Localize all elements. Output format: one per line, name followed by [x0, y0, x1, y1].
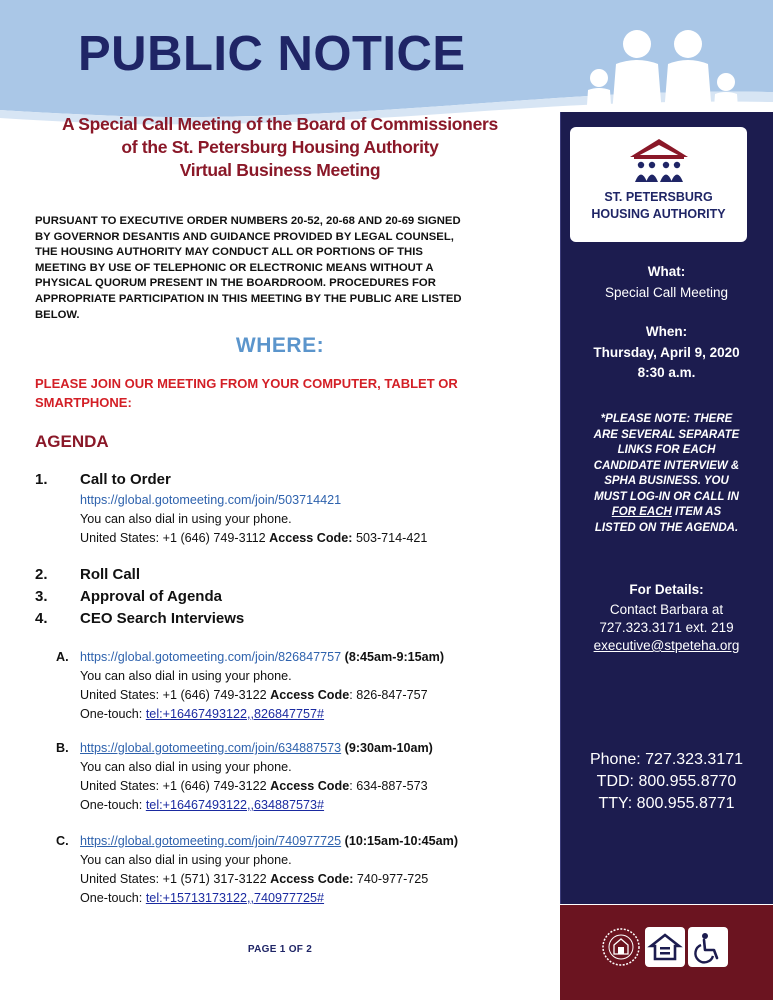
pursuant-line: APPROPRIATE PARTICIPATION IN THIS MEETING BY THE PUBLIC ARE LISTED	[35, 292, 462, 305]
interview-time: (9:30am-10am)	[341, 741, 433, 755]
interview-time: (8:45am-9:15am)	[341, 650, 445, 664]
note-line	[568, 505, 765, 521]
details-contact: Contact Barbara at	[609, 602, 724, 617]
email-link[interactable]: executive@stpeteha.org	[593, 638, 740, 653]
pursuant-line: PHYSICAL QUORUM PRESENT IN THE BOARDROOM. PROCEDURES FOR	[35, 277, 436, 290]
access-code-label: Access Code	[270, 779, 350, 793]
note-line: SPHA BUSINESS. YOU	[604, 475, 729, 487]
agenda-item-title: Call to Order	[80, 471, 171, 488]
one-touch-link[interactable]: tel:+15713173122,,740977725#	[145, 891, 325, 905]
dial-info	[80, 531, 427, 545]
details-phone: 727.323.3171 ext. 219	[599, 620, 734, 635]
dial-info	[80, 688, 428, 702]
pursuant-notice	[35, 214, 530, 323]
access-code-label: Access Code:	[269, 531, 353, 545]
one-touch-line	[80, 891, 324, 905]
pursuant-line: BELOW.	[35, 308, 80, 321]
dial-instructions: You can also dial in using your phone.	[80, 853, 292, 867]
note-line: LISTED ON THE AGENDA.	[594, 521, 739, 534]
one-touch-label: One-touch:	[80, 798, 146, 812]
pursuant-line: BY GOVERNOR DESANTIS AND GUIDANCE PROVIDED BY LEGAL COUNSEL,	[35, 230, 454, 243]
one-touch-label: One-touch:	[80, 707, 146, 721]
page-number: PAGE 1 OF 2	[247, 944, 313, 955]
note-line: LINKS FOR EACH	[617, 444, 716, 456]
page-title: PUBLIC NOTICE	[78, 27, 466, 81]
agenda-item-number: 1.	[35, 471, 48, 488]
phone-number: United States: +1 (646) 749-3122	[80, 688, 271, 702]
dial-info	[80, 779, 428, 793]
interview-link-line	[80, 834, 458, 848]
agenda-item-title: Roll Call	[80, 566, 141, 583]
pursuant-line: PURSUANT TO EXECUTIVE ORDER NUMBERS 20-52, 20-68 AND 20-69 SIGNED	[35, 215, 461, 227]
meeting-link[interactable]: https://global.gotomeeting.com/join/826847757	[80, 650, 342, 664]
phone-number: United States: +1 (571) 317-3122	[80, 872, 271, 886]
access-code: 503-714-421	[352, 531, 428, 545]
pursuant-line: MEETING BY USE OF TELEPHONIC OR ELECTRONIC MEANS WITHOUT A	[35, 261, 434, 274]
one-touch-line	[80, 798, 324, 812]
interview-letter: B.	[56, 741, 69, 755]
access-code-label: Access Code	[270, 688, 350, 702]
agenda-item-title: Approval of Agenda	[80, 588, 222, 605]
what-value: Special Call Meeting	[604, 285, 729, 300]
join-line: SMARTPHONE:	[35, 395, 132, 410]
details-label: For Details:	[629, 582, 704, 597]
interview-time: (10:15am-10:45am)	[341, 834, 459, 848]
one-touch-link[interactable]: tel:+16467493122,,634887573#	[145, 798, 325, 812]
when-label: When:	[645, 324, 688, 339]
housing-authority-logo-icon	[628, 137, 690, 187]
phone-number: United States: +1 (646) 749-3122	[80, 779, 271, 793]
dial-info	[80, 872, 428, 886]
what-label: What:	[647, 264, 686, 279]
note-line: ARE SEVERAL SEPARATE	[593, 428, 740, 441]
phone-number: Phone: 727.323.3171	[589, 751, 744, 768]
meeting-link[interactable]: https://global.gotomeeting.com/join/503714421	[80, 493, 342, 507]
note-line: MUST LOG-IN OR CALL IN	[594, 490, 739, 503]
note-line: *PLEASE NOTE: THERE	[600, 413, 733, 425]
access-code: : 826-847-757	[349, 688, 428, 702]
dial-instructions: You can also dial in using your phone.	[80, 669, 292, 683]
join-instructions	[35, 374, 505, 412]
one-touch-line	[80, 707, 324, 721]
accessibility-icon	[688, 927, 728, 967]
note-line: CANDIDATE INTERVIEW &	[593, 459, 740, 472]
access-code-label: Access Code:	[270, 872, 354, 886]
meeting-link[interactable]: https://global.gotomeeting.com/join/634887573	[80, 741, 342, 755]
details-email	[560, 636, 773, 655]
tdd-number: TDD: 800.955.8770	[596, 773, 737, 790]
agenda-heading: AGENDA	[35, 432, 109, 451]
one-touch-link[interactable]: tel:+16467493122,,826847757#	[145, 707, 325, 721]
agenda-item-title: CEO Search Interviews	[80, 610, 245, 627]
agenda-item-number: 2.	[35, 566, 48, 583]
note-emphasis: FOR EACH	[611, 506, 672, 518]
meeting-heading-line1: A Special Call Meeting of the Board of Commissioners	[62, 114, 498, 134]
interview-letter: C.	[56, 834, 69, 848]
access-code: 740-977-725	[353, 872, 429, 886]
agenda-item-number: 3.	[35, 588, 48, 605]
pursuant-line: THE HOUSING AUTHORITY MAY CONDUCT ALL OR PORTIONS OF THIS	[35, 246, 423, 259]
links-note	[568, 412, 765, 536]
logo-line: HOUSING AUTHORITY	[591, 207, 726, 221]
phone-number: United States: +1 (646) 749-3112	[80, 531, 270, 545]
meeting-link[interactable]: https://global.gotomeeting.com/join/740977725	[80, 834, 342, 848]
housing-authority-seal-icon	[601, 927, 641, 967]
equal-housing-icon	[645, 927, 685, 967]
agenda-item-number: 4.	[35, 610, 48, 627]
join-line: PLEASE JOIN OUR MEETING FROM YOUR COMPUTER, TABLET OR	[35, 376, 458, 391]
one-touch-label: One-touch:	[80, 891, 146, 905]
when-time: 8:30 a.m.	[637, 365, 696, 380]
when-date: Thursday, April 9, 2020	[593, 345, 740, 360]
dial-instructions: You can also dial in using your phone.	[80, 512, 292, 526]
interview-link-line	[80, 650, 444, 664]
logo-card	[570, 127, 747, 242]
meeting-heading-line2: of the St. Petersburg Housing Authority	[121, 137, 439, 157]
note-text: ITEM AS	[671, 506, 722, 518]
interview-letter: A.	[56, 650, 69, 664]
access-code: : 634-887-573	[349, 779, 428, 793]
logo-text	[570, 189, 747, 223]
tty-number: TTY: 800.955.8771	[598, 795, 735, 812]
logo-line: ST. PETERSBURG	[604, 190, 713, 204]
where-heading: WHERE:	[235, 334, 325, 357]
interview-link-line	[80, 741, 433, 755]
meeting-heading-line3: Virtual Business Meeting	[179, 160, 381, 180]
dial-instructions: You can also dial in using your phone.	[80, 760, 292, 774]
